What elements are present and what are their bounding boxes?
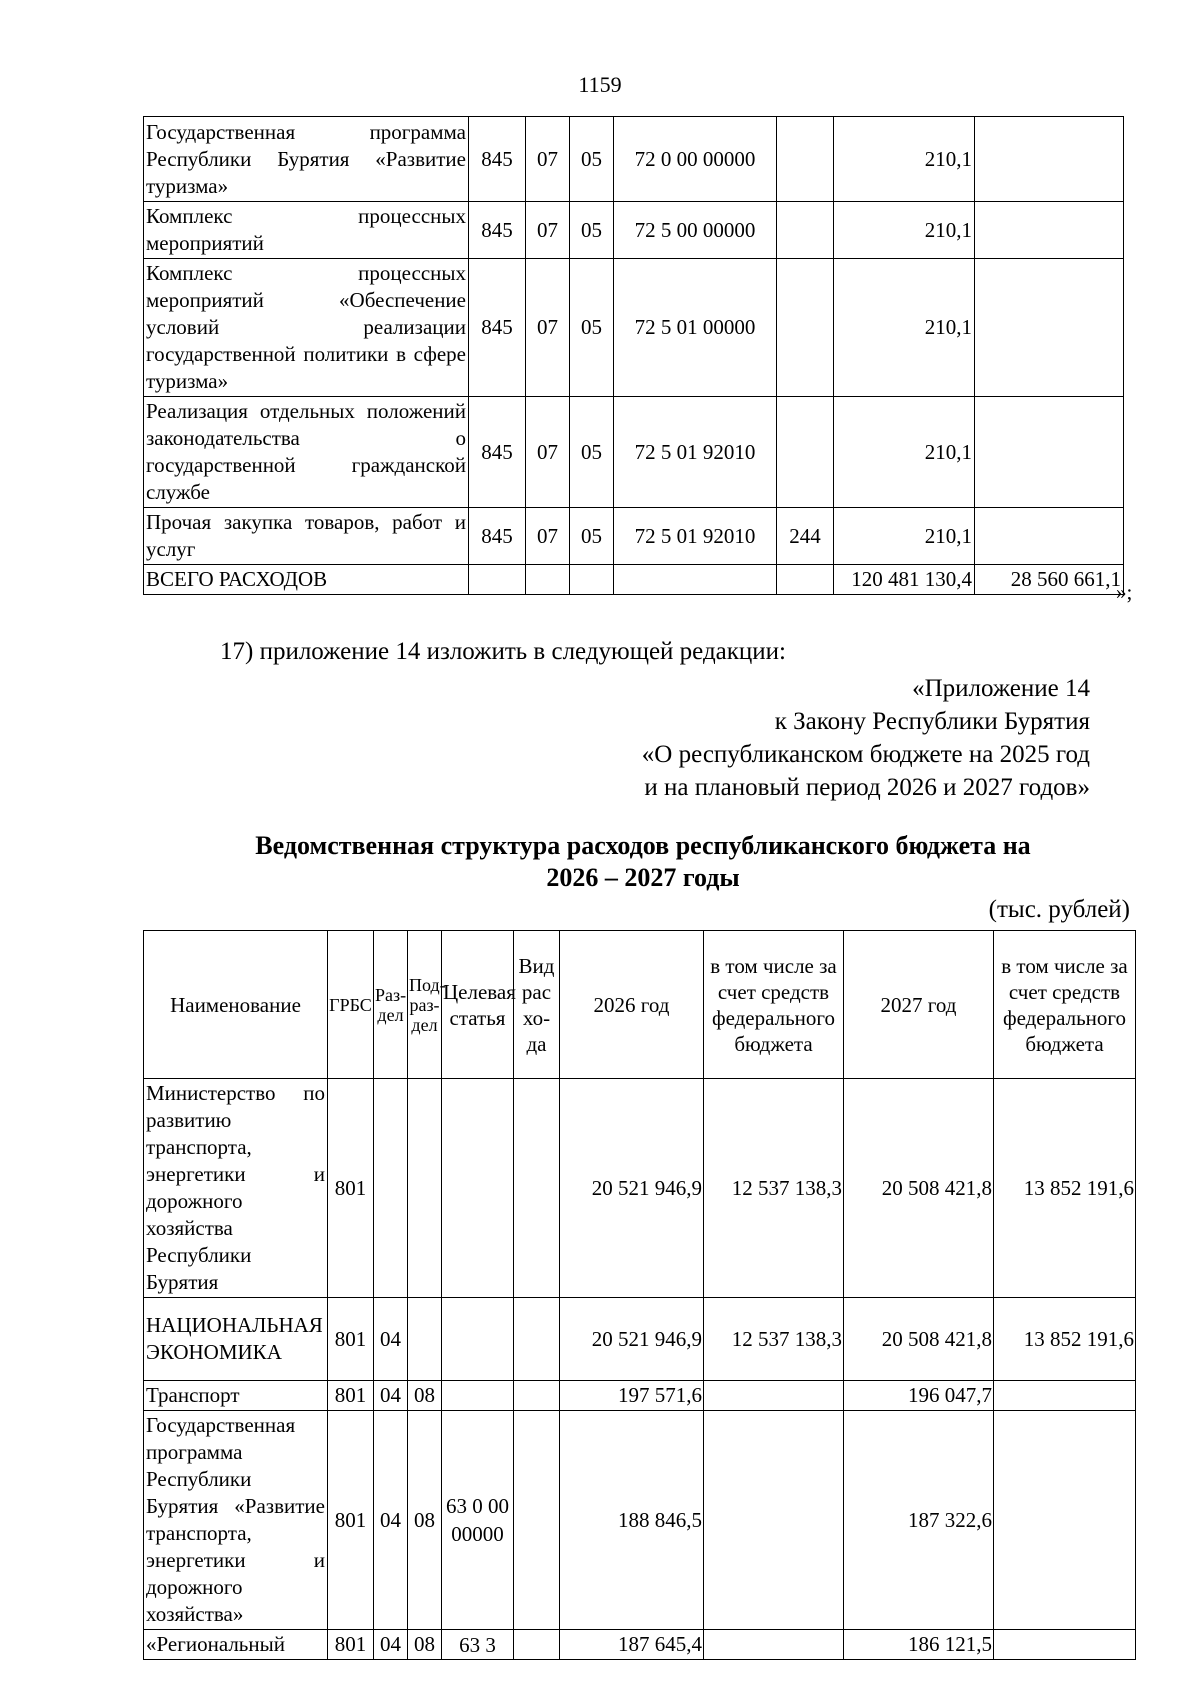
header-target: Целевая статья: [442, 931, 514, 1079]
table-row: [144, 1381, 1136, 1411]
row-fed-2027: [994, 1630, 1136, 1660]
total-fed: 28 560 661,1: [975, 565, 1124, 595]
table-row: [144, 508, 1124, 565]
row-2027: 196 047,7: [844, 1381, 994, 1411]
row-sum: 210,1: [834, 508, 975, 565]
row-sum: 210,1: [834, 117, 975, 202]
table-row: [144, 397, 1124, 508]
row-vid: [514, 1298, 560, 1381]
row-name: Реализация отдельных положений законодательства о государственной гражданской службе: [144, 397, 469, 508]
row-target: 72 5 01 92010: [614, 397, 777, 508]
row-vid: [777, 117, 834, 202]
departmental-structure-table: [143, 930, 1136, 1660]
row-fed-2027: [994, 1381, 1136, 1411]
row-target: [442, 1381, 514, 1411]
row-2027: 20 508 421,8: [844, 1298, 994, 1381]
total-row: [144, 565, 1124, 595]
row-fed-2027: 13 852 191,6: [994, 1298, 1136, 1381]
closing-quote: »;: [1116, 580, 1133, 604]
row-vid: [777, 397, 834, 508]
row-grbs: 801: [328, 1630, 374, 1660]
row-vid: [514, 1079, 560, 1298]
table-row: [144, 117, 1124, 202]
row-fed-2026: 12 537 138,3: [704, 1298, 844, 1381]
total-label: ВСЕГО РАСХОДОВ: [144, 565, 469, 595]
row-razdel: 07: [526, 397, 570, 508]
row-grbs: 845: [469, 259, 526, 397]
appendix-line: «О республиканском бюджете на 2025 год: [641, 741, 1090, 768]
row-target: [442, 1079, 514, 1298]
row-name: «Региональный: [144, 1630, 328, 1660]
row-razdel: 04: [374, 1411, 408, 1630]
row-vid: 244: [777, 508, 834, 565]
row-2026: 20 521 946,9: [560, 1079, 704, 1298]
document-title: [143, 830, 1143, 894]
row-fed: [975, 259, 1124, 397]
row-grbs: 845: [469, 508, 526, 565]
row-grbs: 801: [328, 1298, 374, 1381]
row-razdel: 04: [374, 1630, 408, 1660]
row-grbs: 801: [328, 1079, 374, 1298]
row-target: 72 5 01 92010: [614, 508, 777, 565]
row-2027: 186 121,5: [844, 1630, 994, 1660]
row-2027: 20 508 421,8: [844, 1079, 994, 1298]
header-razdel: Раз-дел: [374, 931, 408, 1079]
table-row: [144, 1079, 1136, 1298]
row-name: Министерство по развитию транспорта, энергетики и дорожного хозяйства Республики Бурятия: [144, 1079, 328, 1298]
header-fed-2027: в том числе за счет средств федерального бюджета: [994, 931, 1136, 1079]
row-name: Прочая закупка товаров, работ и услуг: [144, 508, 469, 565]
header-podrazdel: Под-раз-дел: [408, 931, 442, 1079]
row-podrazdel: [408, 1298, 442, 1381]
row-2026: 20 521 946,9: [560, 1298, 704, 1381]
row-podrazdel: 05: [570, 117, 614, 202]
row-sum: 210,1: [834, 202, 975, 259]
row-grbs: 845: [469, 397, 526, 508]
row-2027: 187 322,6: [844, 1411, 994, 1630]
row-target: 63 0 00 00000: [442, 1411, 514, 1630]
row-razdel: 07: [526, 508, 570, 565]
row-fed-2027: 13 852 191,6: [994, 1079, 1136, 1298]
row-name: Государственная программа Республики Бурятия «Развитие транспорта, энергетики и дорожного хозяйства»: [144, 1411, 328, 1630]
continued-expenses-table: [143, 116, 1124, 595]
row-2026: 187 645,4: [560, 1630, 704, 1660]
row-target: [442, 1298, 514, 1381]
empty-cell: [469, 565, 526, 595]
table-row: [144, 1411, 1136, 1630]
row-podrazdel: 05: [570, 508, 614, 565]
row-grbs: 845: [469, 117, 526, 202]
row-target: 72 5 01 00000: [614, 259, 777, 397]
header-vid: Вид рас хо-да: [514, 931, 560, 1079]
table-row: [144, 1630, 1136, 1660]
row-fed: [975, 117, 1124, 202]
row-fed-2026: [704, 1411, 844, 1630]
row-razdel: 04: [374, 1381, 408, 1411]
row-target: 63 3: [442, 1630, 514, 1660]
empty-cell: [777, 565, 834, 595]
row-razdel: 07: [526, 117, 570, 202]
row-name: Комплекс процессных мероприятий: [144, 202, 469, 259]
row-grbs: 845: [469, 202, 526, 259]
row-podrazdel: 05: [570, 259, 614, 397]
row-sum: 210,1: [834, 259, 975, 397]
row-fed: [975, 508, 1124, 565]
row-podrazdel: 08: [408, 1411, 442, 1630]
row-razdel: [374, 1079, 408, 1298]
row-vid: [514, 1381, 560, 1411]
item-17-text: 17) приложение 14 изложить в следующей редакции:: [220, 638, 786, 665]
appendix-line: к Закону Республики Бурятия: [774, 708, 1090, 735]
row-fed-2026: [704, 1630, 844, 1660]
table-row: [144, 1298, 1136, 1381]
row-fed-2026: 12 537 138,3: [704, 1079, 844, 1298]
row-fed: [975, 202, 1124, 259]
row-vid: [514, 1630, 560, 1660]
row-podrazdel: 05: [570, 202, 614, 259]
row-razdel: 07: [526, 202, 570, 259]
header-2026: 2026 год: [560, 931, 704, 1079]
row-grbs: 801: [328, 1381, 374, 1411]
units-label: (тыс. рублей): [988, 896, 1130, 923]
row-name: Транспорт: [144, 1381, 328, 1411]
row-podrazdel: 08: [408, 1381, 442, 1411]
row-grbs: 801: [328, 1411, 374, 1630]
row-target: 72 5 00 00000: [614, 202, 777, 259]
appendix-line: «Приложение 14: [912, 675, 1090, 702]
row-podrazdel: [408, 1079, 442, 1298]
table-row: [144, 202, 1124, 259]
row-2026: 188 846,5: [560, 1411, 704, 1630]
row-2026: 197 571,6: [560, 1381, 704, 1411]
header-name: Наименование: [144, 931, 328, 1079]
row-fed-2026: [704, 1381, 844, 1411]
total-sum: 120 481 130,4: [834, 565, 975, 595]
row-podrazdel: 05: [570, 397, 614, 508]
empty-cell: [526, 565, 570, 595]
empty-cell: [614, 565, 777, 595]
row-name: Комплекс процессных мероприятий «Обеспечение условий реализации государственной политики в сфере туризма»: [144, 259, 469, 397]
table-row: [144, 259, 1124, 397]
row-razdel: 07: [526, 259, 570, 397]
row-razdel: 04: [374, 1298, 408, 1381]
header-grbs: ГРБС: [328, 931, 374, 1079]
row-podrazdel: 08: [408, 1630, 442, 1660]
row-fed: [975, 397, 1124, 508]
header-2027: 2027 год: [844, 931, 994, 1079]
row-sum: 210,1: [834, 397, 975, 508]
page-number: 1159: [578, 72, 622, 97]
row-vid: [514, 1411, 560, 1630]
row-fed-2027: [994, 1411, 1136, 1630]
appendix-reference: [642, 672, 1090, 804]
title-line: 2026 – 2027 годы: [546, 863, 740, 892]
appendix-line: и на плановый период 2026 и 2027 годов»: [644, 774, 1090, 801]
header-fed-2026: в том числе за счет средств федерального бюджета: [704, 931, 844, 1079]
row-name: НАЦИОНАЛЬНАЯ ЭКОНОМИКА: [144, 1298, 328, 1381]
row-name: Государственная программа Республики Бурятия «Развитие туризма»: [144, 117, 469, 202]
empty-cell: [570, 565, 614, 595]
title-line: Ведомственная структура расходов республиканского бюджета на: [255, 831, 1031, 860]
row-target: 72 0 00 00000: [614, 117, 777, 202]
row-vid: [777, 259, 834, 397]
row-vid: [777, 202, 834, 259]
